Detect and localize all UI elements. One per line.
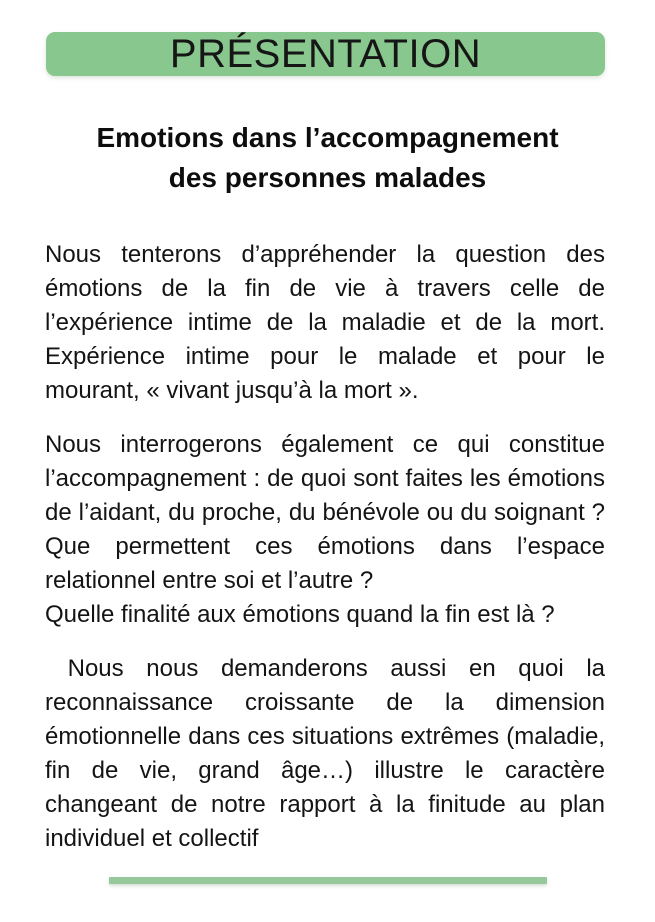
bottom-accent-bar — [109, 877, 547, 884]
title-line-2: des personnes malades — [168, 162, 487, 193]
paragraph-3: Nous nous demanderons aussi en quoi la reconnaissance croissante de la dimension émotionnelle dans ces situations extrêmes (maladie, fin de vie, grand âge…) illustre le caractère changeant de notre rapport à la finitude au plan individuel et collectif — [45, 655, 605, 852]
header-banner — [46, 32, 605, 76]
title-line-1: Emotions dans l’accompagnement — [96, 122, 559, 153]
header-title: PRÉSENTATION — [169, 32, 482, 76]
paragraph-2-final-line: Quelle finalité aux émotions quand la fin est là ? — [45, 601, 555, 628]
slide-title — [0, 118, 655, 198]
paragraph-1: Nous tenterons d’appréhender la question des émotions de la fin de vie à travers celle de l’expérience intime de la maladie et de la mort. Expérience intime pour le malade et pour le mourant, « vivant jusqu’à la mort ». — [45, 241, 605, 404]
body-text — [45, 238, 605, 856]
paragraph-2: Nous interrogerons également ce qui constitue l’accompagnement : de quoi sont faites les émotions de l’aidant, du proche, du bénévole ou du soignant ? Que permettent ces émotions dans l’espace relationnel entre soi et l’autre ? — [45, 431, 605, 594]
